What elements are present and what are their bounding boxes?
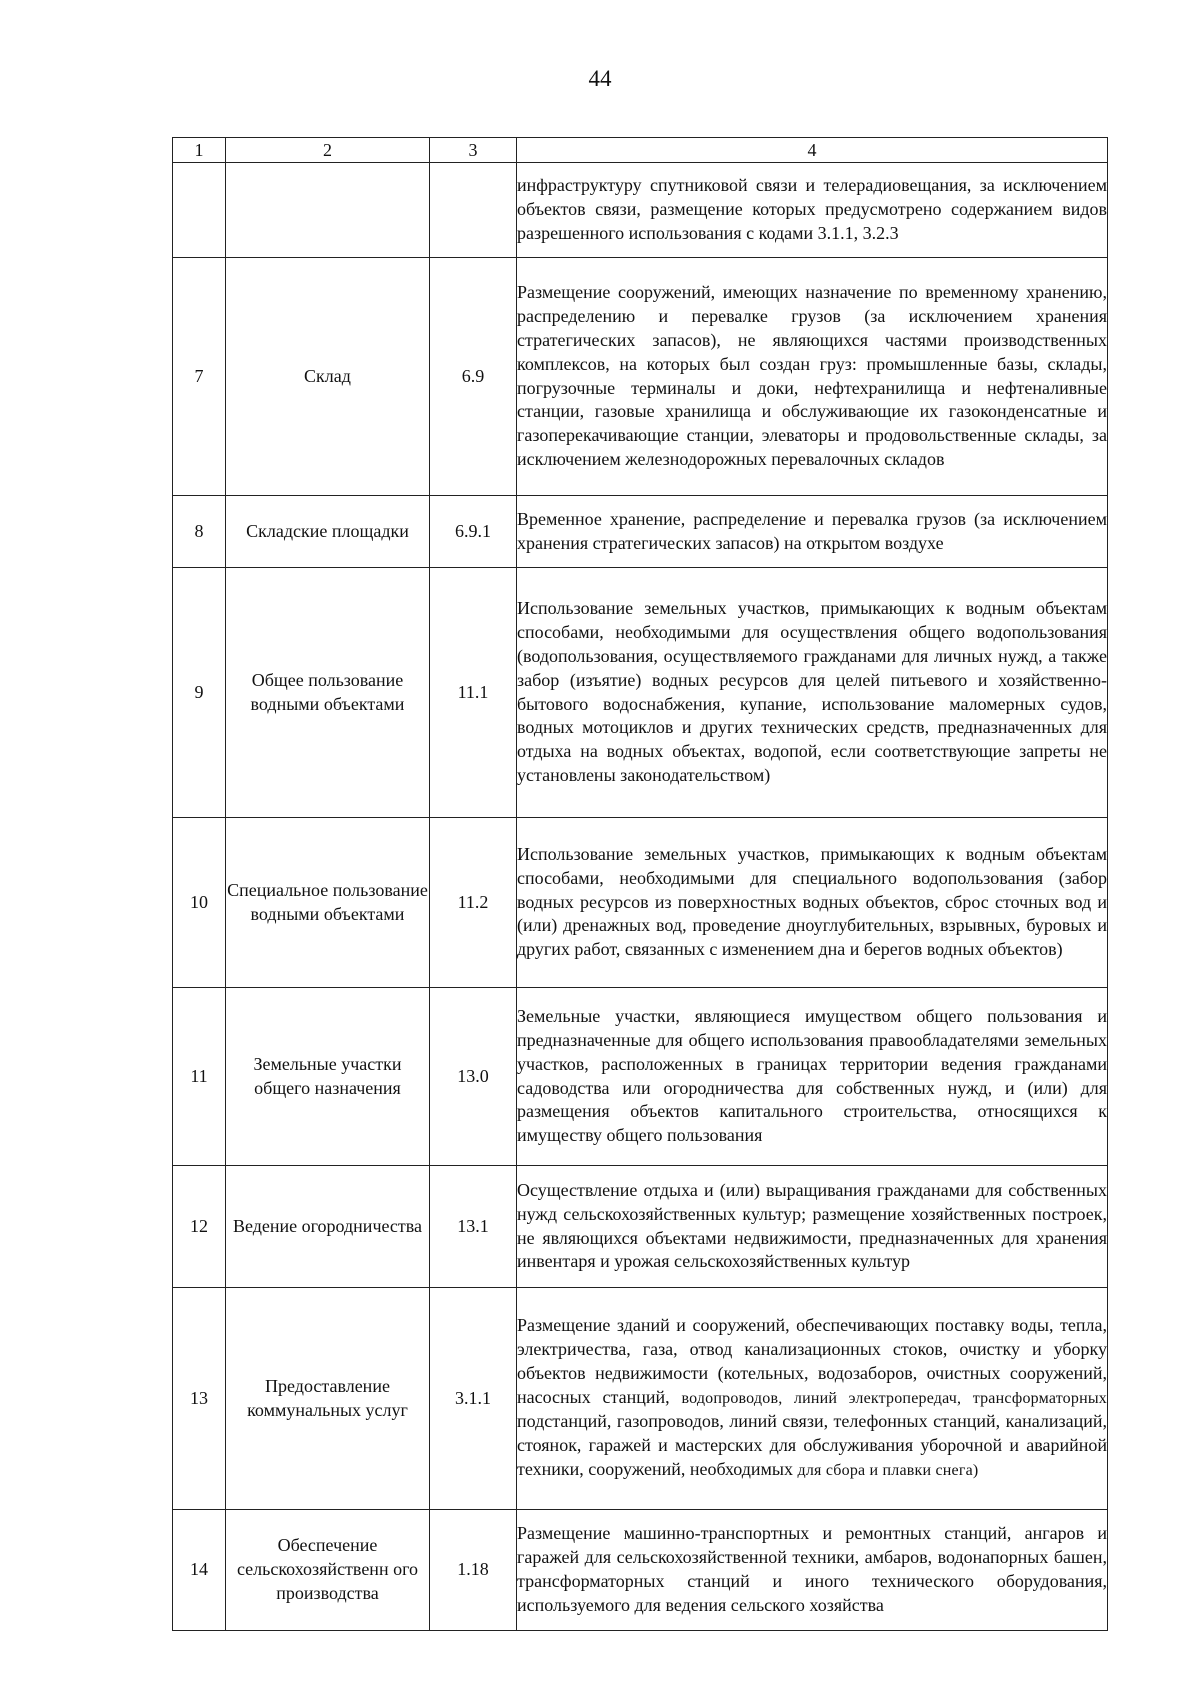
row-num-cell [173,163,226,258]
row-num: 8 [173,496,226,568]
row-name: Обеспечение сельскохозяйственн ого производства [226,1510,430,1631]
row-num: 13 [173,1288,226,1510]
row-num: 7 [173,258,226,496]
row-num: 10 [173,818,226,988]
row-code: 11.1 [430,568,517,818]
row-code: 3.1.1 [430,1288,517,1510]
description-part: для сбора и плавки снега) [797,1461,979,1479]
row-code: 6.9.1 [430,496,517,568]
page-number: 44 [588,66,612,91]
row-name: Предоставление коммунальных услуг [226,1288,430,1510]
table-row [173,1166,1108,1288]
row-num: 9 [173,568,226,818]
header-cell-2: 2 [226,138,430,163]
table-row [173,496,1108,568]
description-part: Размещение зданий и сооружений, обеспечивающих поставку воды, тепла, электричества, газа, отвод канализационных стоков, очистку и уборку объектов недвижимости (котельных, водозаборов, очистных сооружений, насосных станций, [517,1315,1107,1407]
row-description: Размещение машинно-транспортных и ремонтных станций, ангаров и гаражей для сельскохозяйственной техники, амбаров, водонапорных башен, трансформаторных станций и иного технического оборудования, используемого для ведения сельского хозяйства [517,1510,1108,1631]
row-description: Использование земельных участков, примыкающих к водным объектам способами, необходимыми для специального водопользования (забор водных ресурсов из поверхностных водных объектов, сброс сточных вод и (или) дренажных вод, проведение дноуглубительных, взрывных, буровых и других работ, связанных с изменением дна и берегов водных объектов) [517,818,1108,988]
row-num: 11 [173,988,226,1166]
row-num: 14 [173,1510,226,1631]
header-cell-1: 1 [173,138,226,163]
row-name: Специальное пользование водными объектами [226,818,430,988]
row-description: инфраструктуру спутниковой связи и телерадиовещания, за исключением объектов связи, размещение которых предусмотрено содержанием видов разрешенного использования с кодами 3.1.1, 3.2.3 [517,163,1108,258]
row-code-cell [430,163,517,258]
row-code: 13.0 [430,988,517,1166]
row-name: Земельные участки общего назначения [226,988,430,1166]
row-code: 6.9 [430,258,517,496]
row-name-cell [226,163,430,258]
header-cell-4: 4 [517,138,1108,163]
table-row [173,1288,1108,1510]
table-row-continuation [173,163,1108,258]
table-row [173,988,1108,1166]
table-row [173,258,1108,496]
row-name: Ведение огородничества [226,1166,430,1288]
row-description: Размещение сооружений, имеющих назначение по временному хранению, распределению и перевалке грузов (за исключением хранения стратегических запасов), не являющихся частями производственных комплексов, на которых был создан груз: промышленные базы, склады, погрузочные терминалы и доки, нефтехранилища и нефтеналивные станции, газовые хранилища и обслуживающие их газоконденсатные и газоперекачивающие станции, элеваторы и продовольственные склады, за исключением железнодорожных перевалочных складов [517,258,1108,496]
row-description: Осуществление отдыха и (или) выращивания гражданами для собственных нужд сельскохозяйственных культур; размещение хозяйственных построек, не являющихся объектами недвижимости, предназначенных для хранения инвентаря и урожая сельскохозяйственных культур [517,1166,1108,1288]
row-name: Склад [226,258,430,496]
row-code: 1.18 [430,1510,517,1631]
table-row [173,568,1108,818]
row-code: 13.1 [430,1166,517,1288]
row-name: Общее пользование водными объектами [226,568,430,818]
row-num: 12 [173,1166,226,1288]
land-use-table [172,137,1108,1631]
description-part: подстанций, газопроводов, линий связи, телефонных станций, канализаций, стоянок, гаражей и мастерских для обслуживания уборочной и аварийной техники, сооружений, необходимых [517,1411,1107,1479]
row-description: Использование земельных участков, примыкающих к водным объектам способами, необходимыми для осуществления общего водопользования (водопользования, осуществляемого гражданами для личных нужд, а также забор (изъятие) водных ресурсов для целей питьевого и хозяйственно-бытового водоснабжения, купание, использование маломерных судов, водных мотоциклов и других технических средств, предназначенных для отдыха на водных объектах, водопой, если соответствующие запреты не установлены законодательством) [517,568,1108,818]
row-description: Земельные участки, являющиеся имуществом общего пользования и предназначенные для общего использования правообладателями земельных участков, расположенных в границах территории ведения гражданами садоводства или огородничества для собственных нужд, и (или) для размещения объектов капитального строительства, относящихся к имуществу общего пользования [517,988,1108,1166]
row-code: 11.2 [430,818,517,988]
description-part: водопроводов, линий электропередач, трансформаторных [681,1389,1107,1407]
row-description: Временное хранение, распределение и перевалка грузов (за исключением хранения стратегических запасов) на открытом воздухе [517,496,1108,568]
table-row [173,818,1108,988]
table-row [173,1510,1108,1631]
header-cell-3: 3 [430,138,517,163]
row-name: Складские площадки [226,496,430,568]
row-description [517,1288,1108,1510]
table-header-row [173,138,1108,163]
